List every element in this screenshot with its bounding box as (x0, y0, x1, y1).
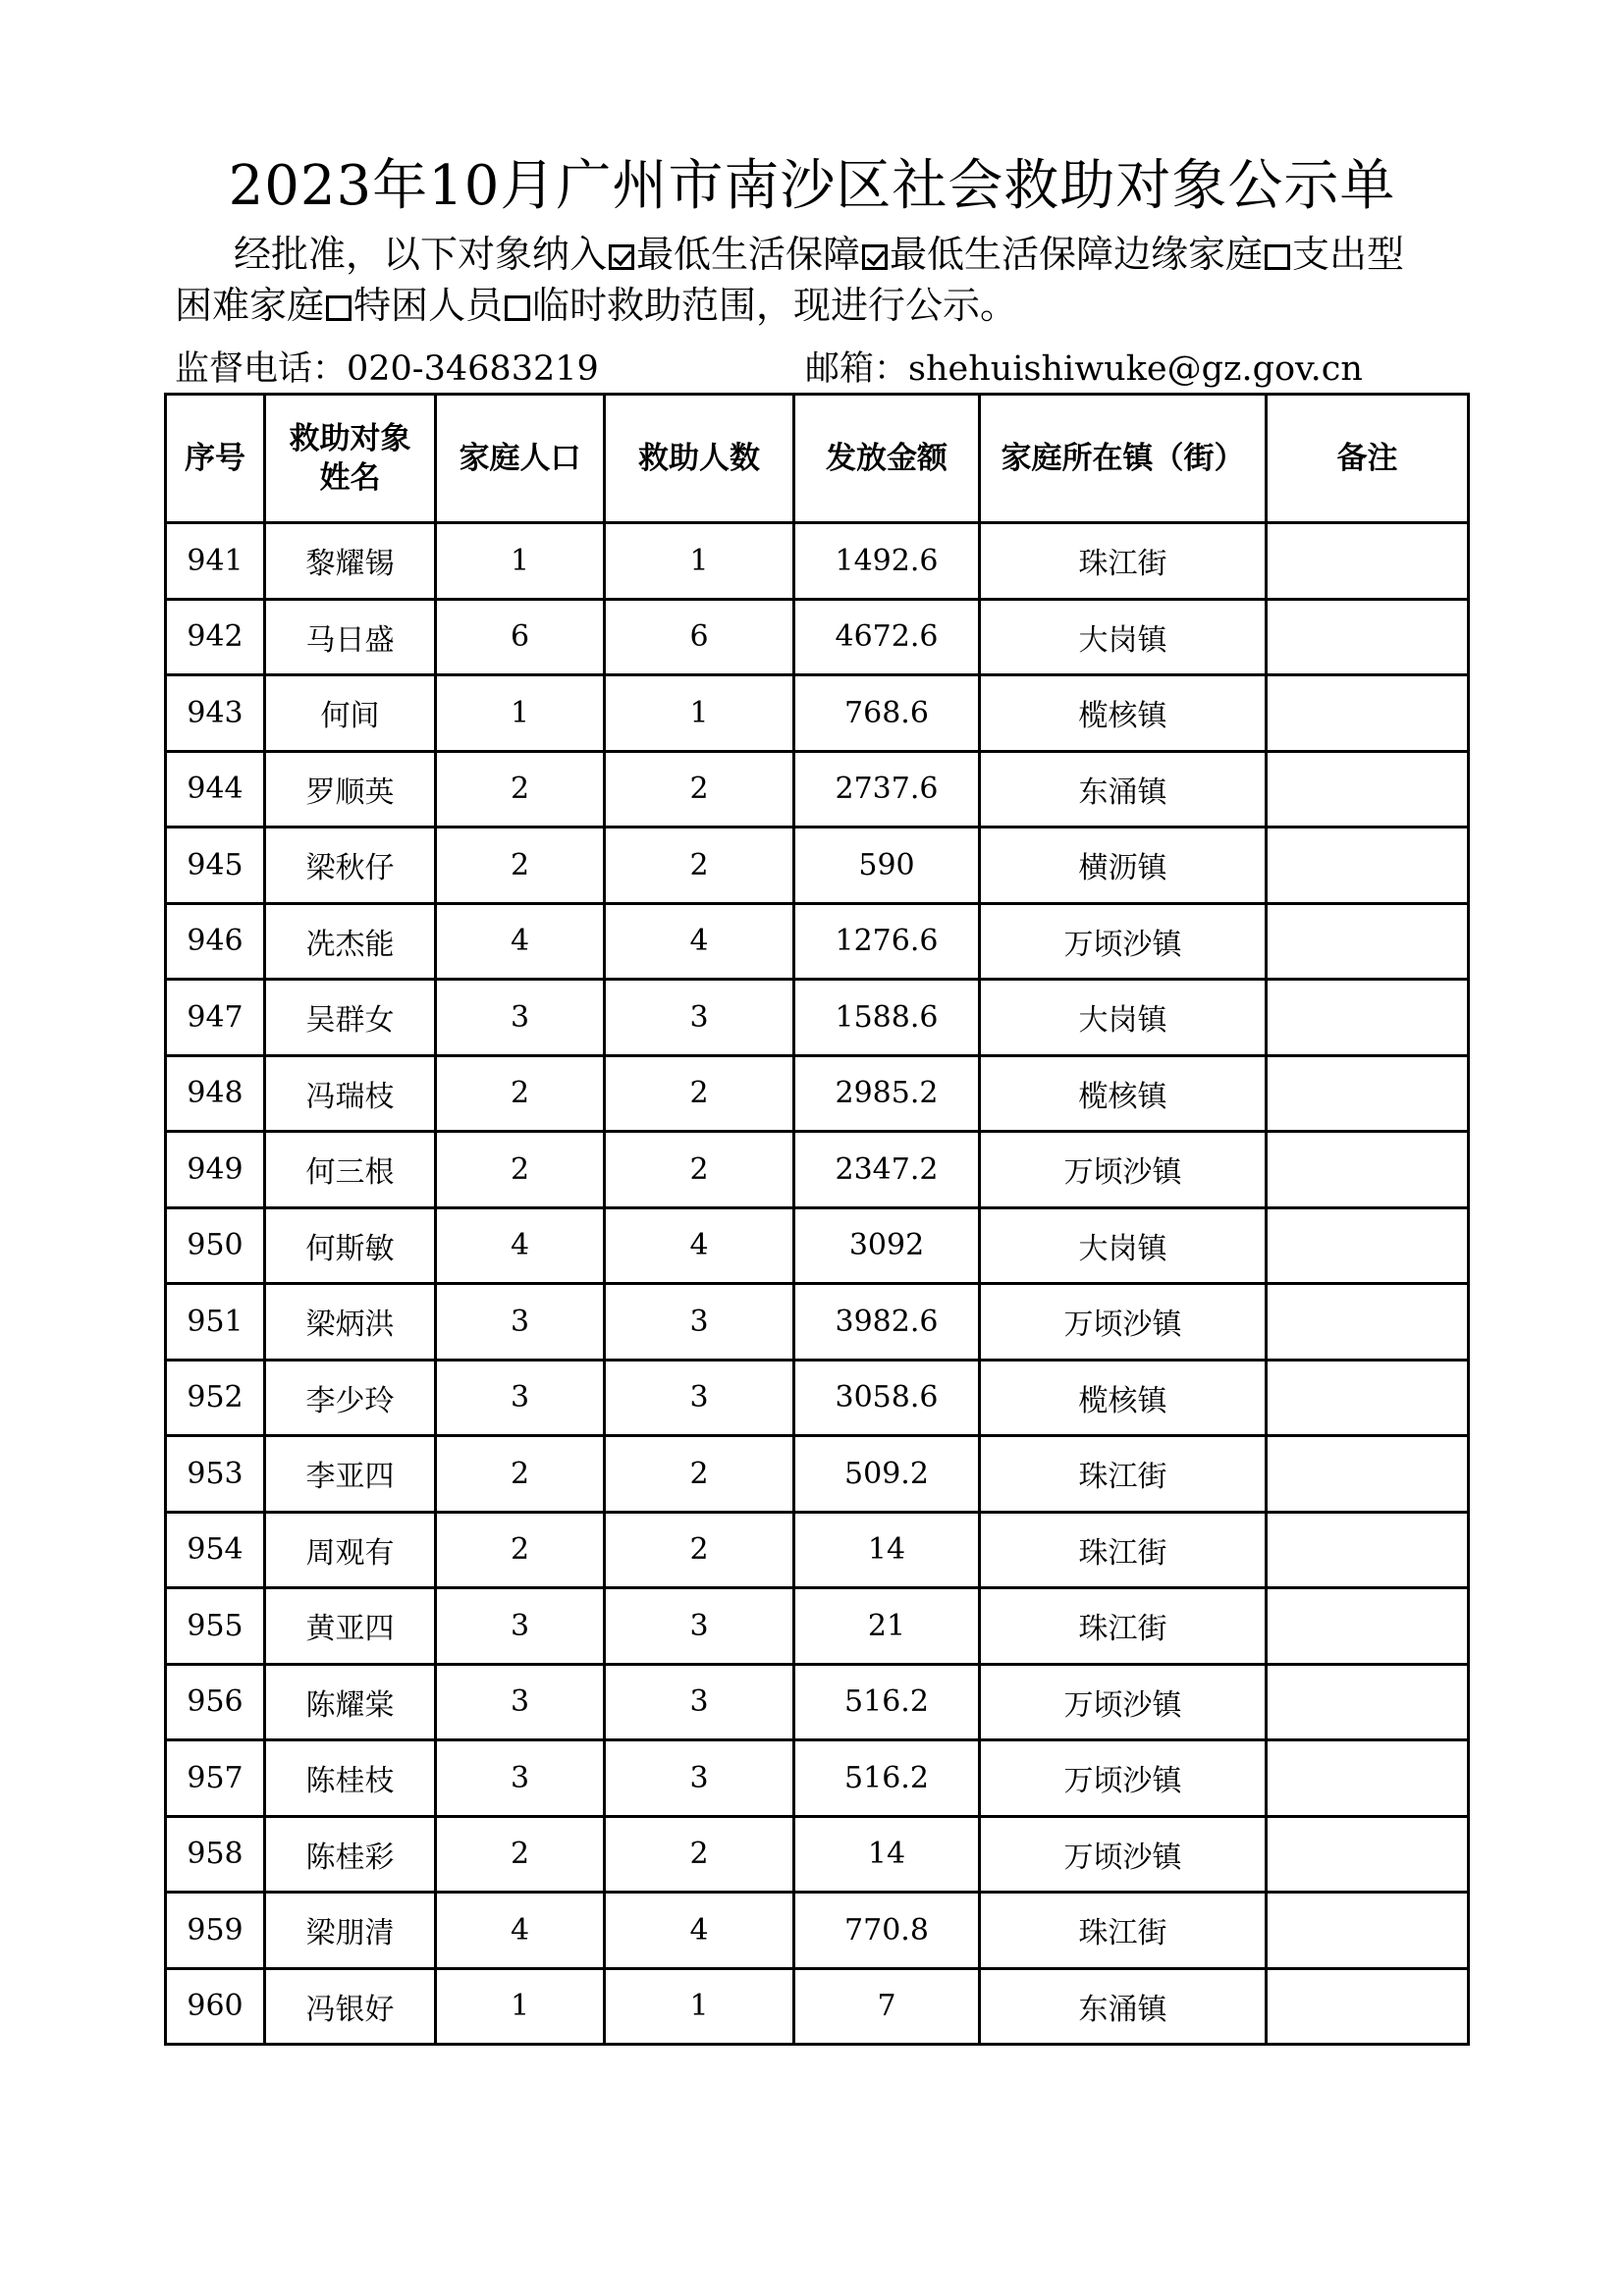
seq-cell: 958 (166, 1816, 265, 1893)
table-row (166, 828, 1469, 904)
table-row (166, 1207, 1469, 1284)
remark-cell (1267, 599, 1469, 675)
amount-cell: 768.6 (794, 675, 980, 752)
family-size-cell: 6 (436, 599, 605, 675)
relief-count-cell: 3 (605, 1588, 794, 1665)
family-size-cell: 4 (436, 903, 605, 980)
amount-cell: 14 (794, 1512, 980, 1588)
town-cell: 榄核镇 (980, 1360, 1267, 1436)
remark-cell (1267, 1132, 1469, 1208)
header-name (265, 395, 436, 523)
remark-cell (1267, 1816, 1469, 1893)
checkbox-option-1 (609, 244, 634, 270)
table-row (166, 523, 1469, 600)
relief-count-cell: 2 (605, 751, 794, 828)
table-row (166, 1360, 1469, 1436)
name-cell: 陈桂彩 (265, 1816, 436, 1893)
family-size-cell: 2 (436, 1055, 605, 1132)
family-size-cell: 3 (436, 1740, 605, 1817)
name-cell: 李少玲 (265, 1360, 436, 1436)
amount-cell: 21 (794, 1588, 980, 1665)
seq-cell: 942 (166, 599, 265, 675)
intro-line-1 (175, 229, 1481, 280)
relief-count-cell: 2 (605, 828, 794, 904)
seq-cell: 950 (166, 1207, 265, 1284)
seq-cell: 960 (166, 1968, 265, 2045)
option-label-5: 临时救助 (532, 284, 682, 327)
header-amount: 发放金额 (794, 395, 980, 523)
name-cell: 梁朋清 (265, 1893, 436, 1969)
relief-count-cell: 6 (605, 599, 794, 675)
table-header-row (166, 395, 1469, 523)
amount-cell: 4672.6 (794, 599, 980, 675)
town-cell: 东涌镇 (980, 751, 1267, 828)
intro-line-2 (175, 280, 1481, 331)
table-row (166, 903, 1469, 980)
name-cell: 冯银好 (265, 1968, 436, 2045)
relief-count-cell: 3 (605, 1740, 794, 1817)
checkbox-option-3 (1265, 244, 1290, 270)
seq-cell: 943 (166, 675, 265, 752)
town-cell: 万顷沙镇 (980, 1740, 1267, 1817)
remark-cell (1267, 751, 1469, 828)
name-cell: 冼杰能 (265, 903, 436, 980)
family-size-cell: 3 (436, 1588, 605, 1665)
intro-suffix: 范围，现进行公示。 (681, 284, 1018, 327)
relief-count-cell: 4 (605, 903, 794, 980)
table-row (166, 1132, 1469, 1208)
relief-count-cell: 3 (605, 980, 794, 1056)
amount-cell: 3982.6 (794, 1284, 980, 1361)
family-size-cell: 1 (436, 523, 605, 600)
family-size-cell: 2 (436, 751, 605, 828)
amount-cell: 770.8 (794, 1893, 980, 1969)
remark-cell (1267, 1740, 1469, 1817)
remark-cell (1267, 1512, 1469, 1588)
family-size-cell: 3 (436, 1664, 605, 1740)
table-row (166, 1284, 1469, 1361)
remark-cell (1267, 1968, 1469, 2045)
header-family-size: 家庭人口 (436, 395, 605, 523)
relief-count-cell: 3 (605, 1360, 794, 1436)
table-row (166, 1740, 1469, 1817)
town-cell: 珠江街 (980, 1893, 1267, 1969)
family-size-cell: 3 (436, 1360, 605, 1436)
town-cell: 大岗镇 (980, 980, 1267, 1056)
town-cell: 珠江街 (980, 1512, 1267, 1588)
option-label-1: 最低生活保障 (636, 233, 861, 276)
town-cell: 万顷沙镇 (980, 1816, 1267, 1893)
town-cell: 珠江街 (980, 1588, 1267, 1665)
amount-cell: 2985.2 (794, 1055, 980, 1132)
seq-cell: 953 (166, 1436, 265, 1513)
town-cell: 珠江街 (980, 523, 1267, 600)
amount-cell: 3092 (794, 1207, 980, 1284)
seq-cell: 957 (166, 1740, 265, 1817)
family-size-cell: 1 (436, 1968, 605, 2045)
family-size-cell: 3 (436, 1284, 605, 1361)
seq-cell: 941 (166, 523, 265, 600)
remark-cell (1267, 1893, 1469, 1969)
remark-cell (1267, 903, 1469, 980)
family-size-cell: 2 (436, 1512, 605, 1588)
header-seq: 序号 (166, 395, 265, 523)
intro-prefix: 经批准，以下对象纳入 (234, 233, 608, 276)
amount-cell: 2347.2 (794, 1132, 980, 1208)
relief-count-cell: 1 (605, 675, 794, 752)
remark-cell (1267, 1207, 1469, 1284)
relief-count-cell: 2 (605, 1816, 794, 1893)
family-size-cell: 2 (436, 1132, 605, 1208)
header-name-line1: 救助对象 (289, 421, 411, 456)
amount-cell: 1492.6 (794, 523, 980, 600)
name-cell: 何三根 (265, 1132, 436, 1208)
relief-count-cell: 1 (605, 1968, 794, 2045)
relief-count-cell: 1 (605, 523, 794, 600)
seq-cell: 954 (166, 1512, 265, 1588)
remark-cell (1267, 523, 1469, 600)
option-label-3-part2: 困难家庭 (175, 284, 325, 327)
supervision-phone: 监督电话：020-34683219 (175, 349, 599, 389)
table-row (166, 1664, 1469, 1740)
relief-count-cell: 4 (605, 1207, 794, 1284)
family-size-cell: 1 (436, 675, 605, 752)
amount-cell: 3058.6 (794, 1360, 980, 1436)
amount-cell: 2737.6 (794, 751, 980, 828)
town-cell: 珠江街 (980, 1436, 1267, 1513)
town-cell: 榄核镇 (980, 1055, 1267, 1132)
name-cell: 黎耀锡 (265, 523, 436, 600)
seq-cell: 959 (166, 1893, 265, 1969)
name-cell: 陈耀棠 (265, 1664, 436, 1740)
remark-cell (1267, 1055, 1469, 1132)
family-size-cell: 3 (436, 980, 605, 1056)
amount-cell: 516.2 (794, 1740, 980, 1817)
town-cell: 大岗镇 (980, 1207, 1267, 1284)
relief-count-cell: 3 (605, 1284, 794, 1361)
table-row (166, 1512, 1469, 1588)
town-cell: 榄核镇 (980, 675, 1267, 752)
option-label-3-part1: 支出型 (1292, 233, 1405, 276)
amount-cell: 7 (794, 1968, 980, 2045)
table-row (166, 1436, 1469, 1513)
remark-cell (1267, 675, 1469, 752)
name-cell: 吴群女 (265, 980, 436, 1056)
town-cell: 横沥镇 (980, 828, 1267, 904)
name-cell: 何间 (265, 675, 436, 752)
table-row (166, 1816, 1469, 1893)
name-cell: 黄亚四 (265, 1588, 436, 1665)
header-remark: 备注 (1267, 395, 1469, 523)
relief-count-cell: 4 (605, 1893, 794, 1969)
seq-cell: 946 (166, 903, 265, 980)
town-cell: 大岗镇 (980, 599, 1267, 675)
checkbox-option-5 (505, 295, 530, 321)
amount-cell: 509.2 (794, 1436, 980, 1513)
relief-count-cell: 2 (605, 1132, 794, 1208)
seq-cell: 949 (166, 1132, 265, 1208)
town-cell: 万顷沙镇 (980, 1132, 1267, 1208)
family-size-cell: 2 (436, 828, 605, 904)
header-relief-count: 救助人数 (605, 395, 794, 523)
option-label-4: 特困人员 (353, 284, 504, 327)
page-title: 2023年10月广州市南沙区社会救助对象公示单 (228, 154, 1396, 218)
family-size-cell: 2 (436, 1816, 605, 1893)
table-row (166, 675, 1469, 752)
table-body (166, 523, 1469, 2045)
table-row (166, 1055, 1469, 1132)
table-row (166, 980, 1469, 1056)
seq-cell: 945 (166, 828, 265, 904)
relief-count-cell: 3 (605, 1664, 794, 1740)
checkbox-option-4 (326, 295, 352, 321)
relief-count-cell: 2 (605, 1436, 794, 1513)
remark-cell (1267, 980, 1469, 1056)
table-row (166, 599, 1469, 675)
name-cell: 罗顺英 (265, 751, 436, 828)
contact-email: 邮箱：shehuishiwuke@gz.gov.cn (805, 349, 1363, 389)
seq-cell: 944 (166, 751, 265, 828)
seq-cell: 956 (166, 1664, 265, 1740)
name-cell: 周观有 (265, 1512, 436, 1588)
name-cell: 马日盛 (265, 599, 436, 675)
table-row (166, 1588, 1469, 1665)
seq-cell: 952 (166, 1360, 265, 1436)
relief-table (164, 393, 1470, 2046)
town-cell: 万顷沙镇 (980, 903, 1267, 980)
amount-cell: 14 (794, 1816, 980, 1893)
amount-cell: 1276.6 (794, 903, 980, 980)
intro-paragraph (175, 229, 1481, 331)
remark-cell (1267, 1664, 1469, 1740)
name-cell: 李亚四 (265, 1436, 436, 1513)
remark-cell (1267, 1360, 1469, 1436)
amount-cell: 1588.6 (794, 980, 980, 1056)
name-cell: 梁秋仔 (265, 828, 436, 904)
family-size-cell: 4 (436, 1893, 605, 1969)
name-cell: 何斯敏 (265, 1207, 436, 1284)
family-size-cell: 4 (436, 1207, 605, 1284)
name-cell: 冯瑞枝 (265, 1055, 436, 1132)
seq-cell: 948 (166, 1055, 265, 1132)
header-town: 家庭所在镇（街） (980, 395, 1267, 523)
header-name-line2: 姓名 (319, 460, 381, 496)
table-row (166, 1968, 1469, 2045)
table-row (166, 751, 1469, 828)
relief-count-cell: 2 (605, 1055, 794, 1132)
name-cell: 陈桂枝 (265, 1740, 436, 1817)
checkbox-option-2 (862, 244, 888, 270)
town-cell: 万顷沙镇 (980, 1664, 1267, 1740)
option-label-2: 最低生活保障边缘家庭 (890, 233, 1264, 276)
amount-cell: 516.2 (794, 1664, 980, 1740)
remark-cell (1267, 1284, 1469, 1361)
remark-cell (1267, 1588, 1469, 1665)
name-cell: 梁炳洪 (265, 1284, 436, 1361)
family-size-cell: 2 (436, 1436, 605, 1513)
amount-cell: 590 (794, 828, 980, 904)
seq-cell: 947 (166, 980, 265, 1056)
town-cell: 东涌镇 (980, 1968, 1267, 2045)
seq-cell: 951 (166, 1284, 265, 1361)
relief-count-cell: 2 (605, 1512, 794, 1588)
seq-cell: 955 (166, 1588, 265, 1665)
remark-cell (1267, 1436, 1469, 1513)
remark-cell (1267, 828, 1469, 904)
town-cell: 万顷沙镇 (980, 1284, 1267, 1361)
table-row (166, 1893, 1469, 1969)
